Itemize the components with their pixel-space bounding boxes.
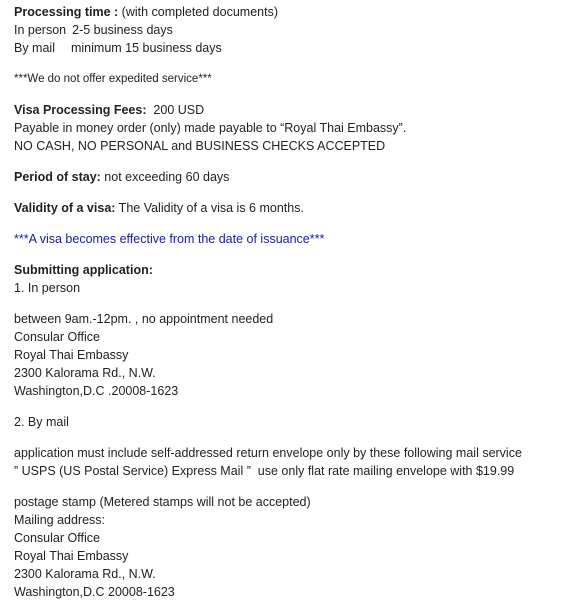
visa-fees-line: [14, 101, 570, 119]
submitting-heading: [14, 261, 570, 279]
processing-time-note: (with completed documents): [118, 5, 278, 19]
visa-fees-value: 200 USD: [146, 103, 205, 117]
payable-line: Payable in money order (only) made payable to “Royal Thai Embassy”.: [14, 121, 407, 135]
submitting-label: Submitting application:: [14, 263, 153, 277]
mail-service-line: ” USPS (US Postal Service) Express Mail ” use only flat rate mailing envelope with $19.99: [14, 464, 515, 478]
validity-label: Validity of a visa:: [14, 201, 116, 215]
in-person-address-line: Royal Thai Embassy: [14, 348, 129, 362]
processing-in-person-value: 2-5 business days: [72, 23, 173, 37]
validity-value: The Validity of a visa is 6 months.: [115, 201, 304, 215]
processing-by-mail-label: By mail: [14, 41, 55, 55]
mail-address-line: Royal Thai Embassy: [14, 549, 129, 563]
processing-by-mail-value: minimum 15 business days: [70, 41, 222, 55]
no-cash-line: NO CASH, NO PERSONAL and BUSINESS CHECKS ACCEPTED: [14, 139, 386, 153]
in-person-address-line: Consular Office: [14, 330, 100, 344]
processing-by-mail-line: [14, 39, 570, 57]
mail-address-line: 2300 Kalorama Rd., N.W.: [14, 567, 156, 581]
mail-requirement-line: application must include self-addressed return envelope only by these following mail service: [14, 446, 522, 460]
period-of-stay-value: not exceeding 60 days: [100, 170, 230, 184]
visa-fees-label: Visa Processing Fees:: [14, 103, 147, 117]
processing-in-person-line: [14, 21, 570, 39]
period-of-stay-label: Period of stay:: [14, 170, 101, 184]
office-hours-line: between 9am.-12pm. , no appointment needed: [14, 312, 274, 326]
postage-line: postage stamp (Metered stamps will not be accepted): [14, 495, 311, 509]
mail-address-line: Washington,D.C 20008-1623: [14, 585, 175, 599]
in-person-heading: 1. In person: [14, 281, 81, 295]
mail-address-line: Consular Office: [14, 531, 100, 545]
validity-line: [14, 199, 570, 217]
no-expedited-notice: ***We do not offer expedited service***: [14, 73, 212, 85]
processing-time-label: Processing time :: [14, 5, 119, 19]
processing-time-line: [14, 3, 570, 21]
processing-in-person-label: In person: [14, 23, 67, 37]
by-mail-heading: 2. By mail: [14, 415, 69, 429]
period-of-stay-line: [14, 168, 570, 186]
mailing-address-label: Mailing address:: [14, 513, 106, 527]
visa-info-document: [14, 3, 570, 601]
in-person-address-line: 2300 Kalorama Rd., N.W.: [14, 366, 156, 380]
effective-notice: ***A visa becomes effective from the date of issuance***: [14, 232, 325, 246]
in-person-address-line: Washington,D.C .20008-1623: [14, 384, 179, 398]
